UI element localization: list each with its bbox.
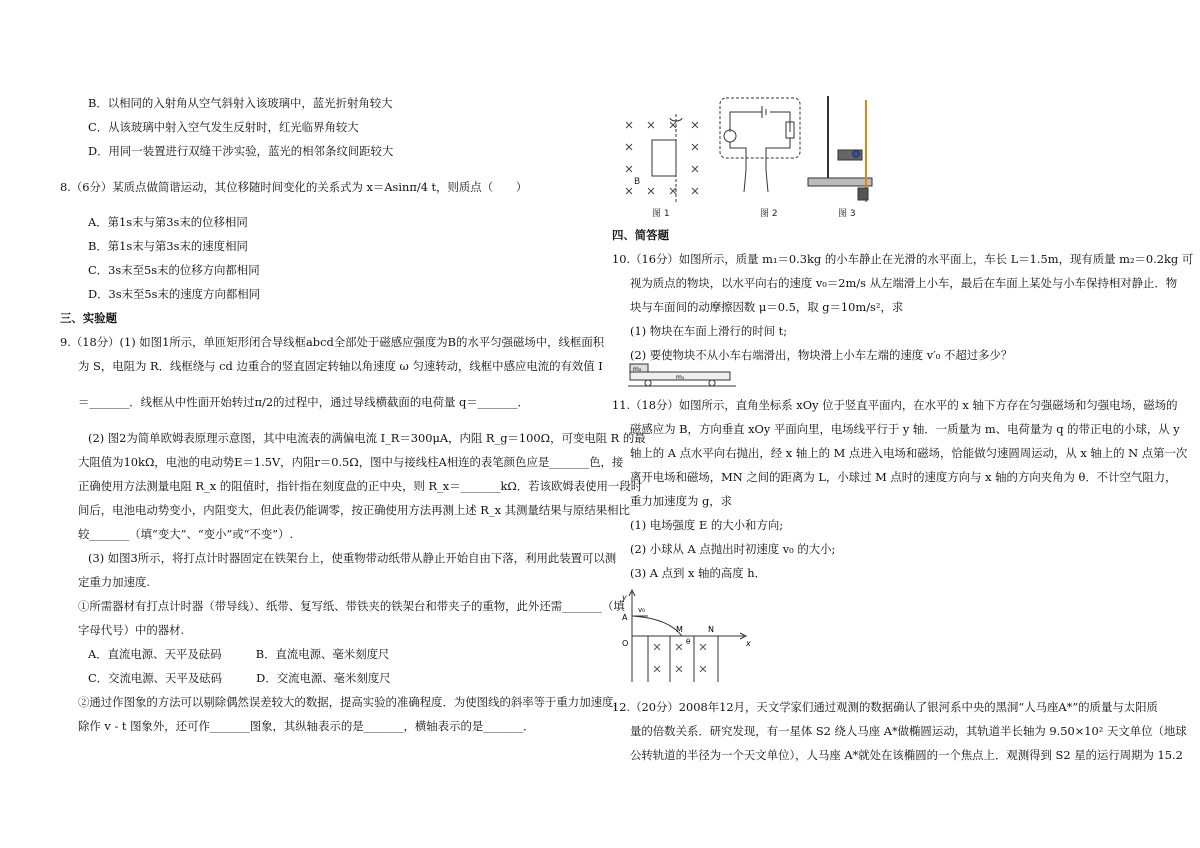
text-line: 10.（16分）如图所示，质量 m₁＝0.3kg 的小车静止在光滑的水平面上，车长 L＝1.5m，现有质量 m₂＝0.2kg 可	[612, 252, 1194, 266]
text-line: D．用同一装置进行双缝干涉实验，蓝光的相邻条纹间距较大	[88, 144, 394, 158]
text-line: C．交流电源、天平及砝码 D．交流电源、毫米刻度尺	[88, 671, 391, 685]
figure-1-label: 图 1	[652, 209, 670, 219]
text-line: 间后，电池电动势变小，内阻变大，但此表仍能调零，按正确使用方法再测上述 R_x 其测量结果与原结果相比	[78, 503, 630, 517]
text-line: ①所需器材有打点计时器（带导线）、纸带、复写纸、带铁夹的铁架台和带夹子的重物，此外还需_______（填	[78, 599, 625, 613]
text-line: 9.（18分）(1) 如图1所示，单匝矩形闭合导线框abcd全部处于磁感应强度为B的水平匀强磁场中，线框面积	[60, 335, 605, 349]
text-line: ②通过作图象的方法可以剔除偶然误差较大的数据，提高实验的准确程度．为使图线的斜率等于重力加速度，	[78, 695, 625, 709]
text-line: 四、简答题	[612, 228, 669, 242]
figure-1-magnetic-field	[626, 114, 698, 202]
text-line: 离开电场和磁场，MN 之间的距离为 L，小球过 M 点时的速度方向与 x 轴的方向夹角为 θ．不计空气阻力，	[630, 470, 1177, 484]
text-line: 公转轨道的半径为一个天文单位），人马座 A*就处在该椭圆的一个焦点上．观测得到 S2 星的运行周期为 15.2	[630, 748, 1183, 762]
figure-2-ohmmeter-circuit	[720, 98, 800, 192]
text-line: 字母代号）中的器材.	[78, 623, 185, 637]
figure-1-b-label: B	[634, 177, 641, 187]
experiment-figures	[612, 92, 882, 220]
text-line: 为 S，电阻为 R．线框绕与 cd 边重合的竖直固定转轴以角速度 ω 匀速转动，线框中感应电流的有效值 I	[78, 359, 603, 373]
text-line: C．3s末至5s末的位移方向都相同	[88, 263, 260, 277]
text-line: (2) 图2为简单欧姆表原理示意图，其中电流表的满偏电流 I_R＝300μA，内阻 R_g＝100Ω，可变电阻 R 的最	[88, 431, 646, 445]
text-line: (1) 物块在车面上滑行的时间 t;	[630, 324, 788, 338]
text-line: 视为质点的物块，以水平向右的速度 v₀＝2m/s 从左端滑上小车，最后在车面上某处与小车保持相对静止．物	[630, 276, 1178, 290]
text-line: 8.（6分）某质点做简谐运动，其位移随时间变化的关系式为 x＝Asinπ/4 t，则质点（ ）	[60, 180, 528, 194]
text-line: 大阻值为10kΩ，电池的电动势E＝1.5V，内阻r＝0.5Ω，图中与接线柱A相连的表笔颜色应是_______色，接	[78, 455, 624, 469]
x-axis-label: x	[746, 639, 751, 648]
text-line: (2) 要使物块不从小车右端滑出，物块滑上小车左端的速度 v′₀ 不超过多少？	[630, 348, 1013, 362]
theta-label: θ	[686, 638, 691, 646]
text-line: B．以相同的入射角从空气斜射入该玻璃中，蓝光折射角较大	[88, 96, 393, 110]
text-line: (3) 如图3所示，将打点计时器固定在铁架台上，使重物带动纸带从静止开始自由下落，利用此装置可以测	[88, 551, 617, 565]
text-line: A．第1s末与第3s末的位移相同	[88, 215, 248, 229]
text-line: 磁感应为 B，方向垂直 xOy 平面向里，电场线平行于 y 轴．一质量为 m、电荷量为 q 的带正电的小球，从 y	[630, 422, 1180, 436]
figure-3-label: 图 3	[838, 209, 856, 219]
text-line: 量的倍数关系．研究发现，有一星体 S2 绕人马座 A*做椭圆运动，其轨道半长轴为 9.50×10² 天文单位（地球	[630, 724, 1187, 738]
figure-3-free-fall-apparatus	[808, 96, 872, 202]
text-line: (2) 小球从 A 点抛出时初速度 v₀ 的大小;	[630, 542, 836, 556]
point-a-label: A	[622, 613, 628, 622]
text-line: B．第1s末与第3s末的速度相同	[88, 239, 248, 253]
origin-label: O	[622, 639, 629, 648]
text-line: 较_______（填“变大”、“变小”或“不变”）.	[78, 527, 294, 541]
figure-2-label: 图 2	[760, 209, 778, 219]
y-axis-label: y	[622, 593, 627, 602]
text-line: 除作 v - t 图象外，还可作_______图象，其纵轴表示的是_______，横轴表示的是_______．	[78, 719, 535, 733]
text-line: ＝_______．线框从中性面开始转过π/2的过程中，通过导线横截面的电荷量 q＝_______．	[78, 395, 529, 409]
text-line: 重力加速度为 g，求	[630, 494, 733, 508]
text-line: A．直流电源、天平及砝码 B．直流电源、毫米刻度尺	[88, 647, 390, 661]
text-line: 定重力加速度.	[78, 575, 150, 589]
text-line: 轴上的 A 点水平向右抛出，经 x 轴上的 M 点进入电场和磁场，恰能做匀速圆周运动，从 x 轴上的 N 点第一次	[630, 446, 1188, 460]
text-line: D．3s末至5s末的速度方向都相同	[88, 287, 261, 301]
text-line: (3) A 点到 x 轴的高度 h．	[630, 566, 766, 580]
v0-label: v₀	[638, 606, 645, 614]
point-n-label: N	[708, 625, 714, 634]
coordinate-field-figure	[620, 588, 760, 684]
text-line: C．从该玻璃中射入空气发生反射时，红光临界角较大	[88, 120, 359, 134]
text-line: (1) 电场强度 E 的大小和方向;	[630, 518, 784, 532]
text-line: 11.（18分）如图所示，直角坐标系 xOy 位于竖直平面内，在水平的 x 轴下方存在匀强磁场和匀强电场，磁场的	[612, 398, 1178, 412]
text-line: 三、实验题	[60, 311, 117, 325]
text-line: 块与车面间的动摩擦因数 μ＝0.5，取 g＝10m/s²，求	[630, 300, 904, 314]
block-m2-label: m₂	[633, 366, 642, 373]
point-m-label: M	[676, 625, 683, 634]
cart-block-figure	[628, 362, 738, 388]
text-line: 正确使用方法测量电阻 R_x 的阻值时，指针指在刻度盘的正中央，则 R_x＝_______kΩ．若该欧姆表使用一段时	[78, 479, 643, 493]
cart-m1-label: m₁	[676, 374, 685, 381]
text-line: 12.（20分）2008年12月，天文学家们通过观测的数据确认了银河系中央的黑洞“人马座A*”的质量与太阳质	[612, 700, 1158, 714]
